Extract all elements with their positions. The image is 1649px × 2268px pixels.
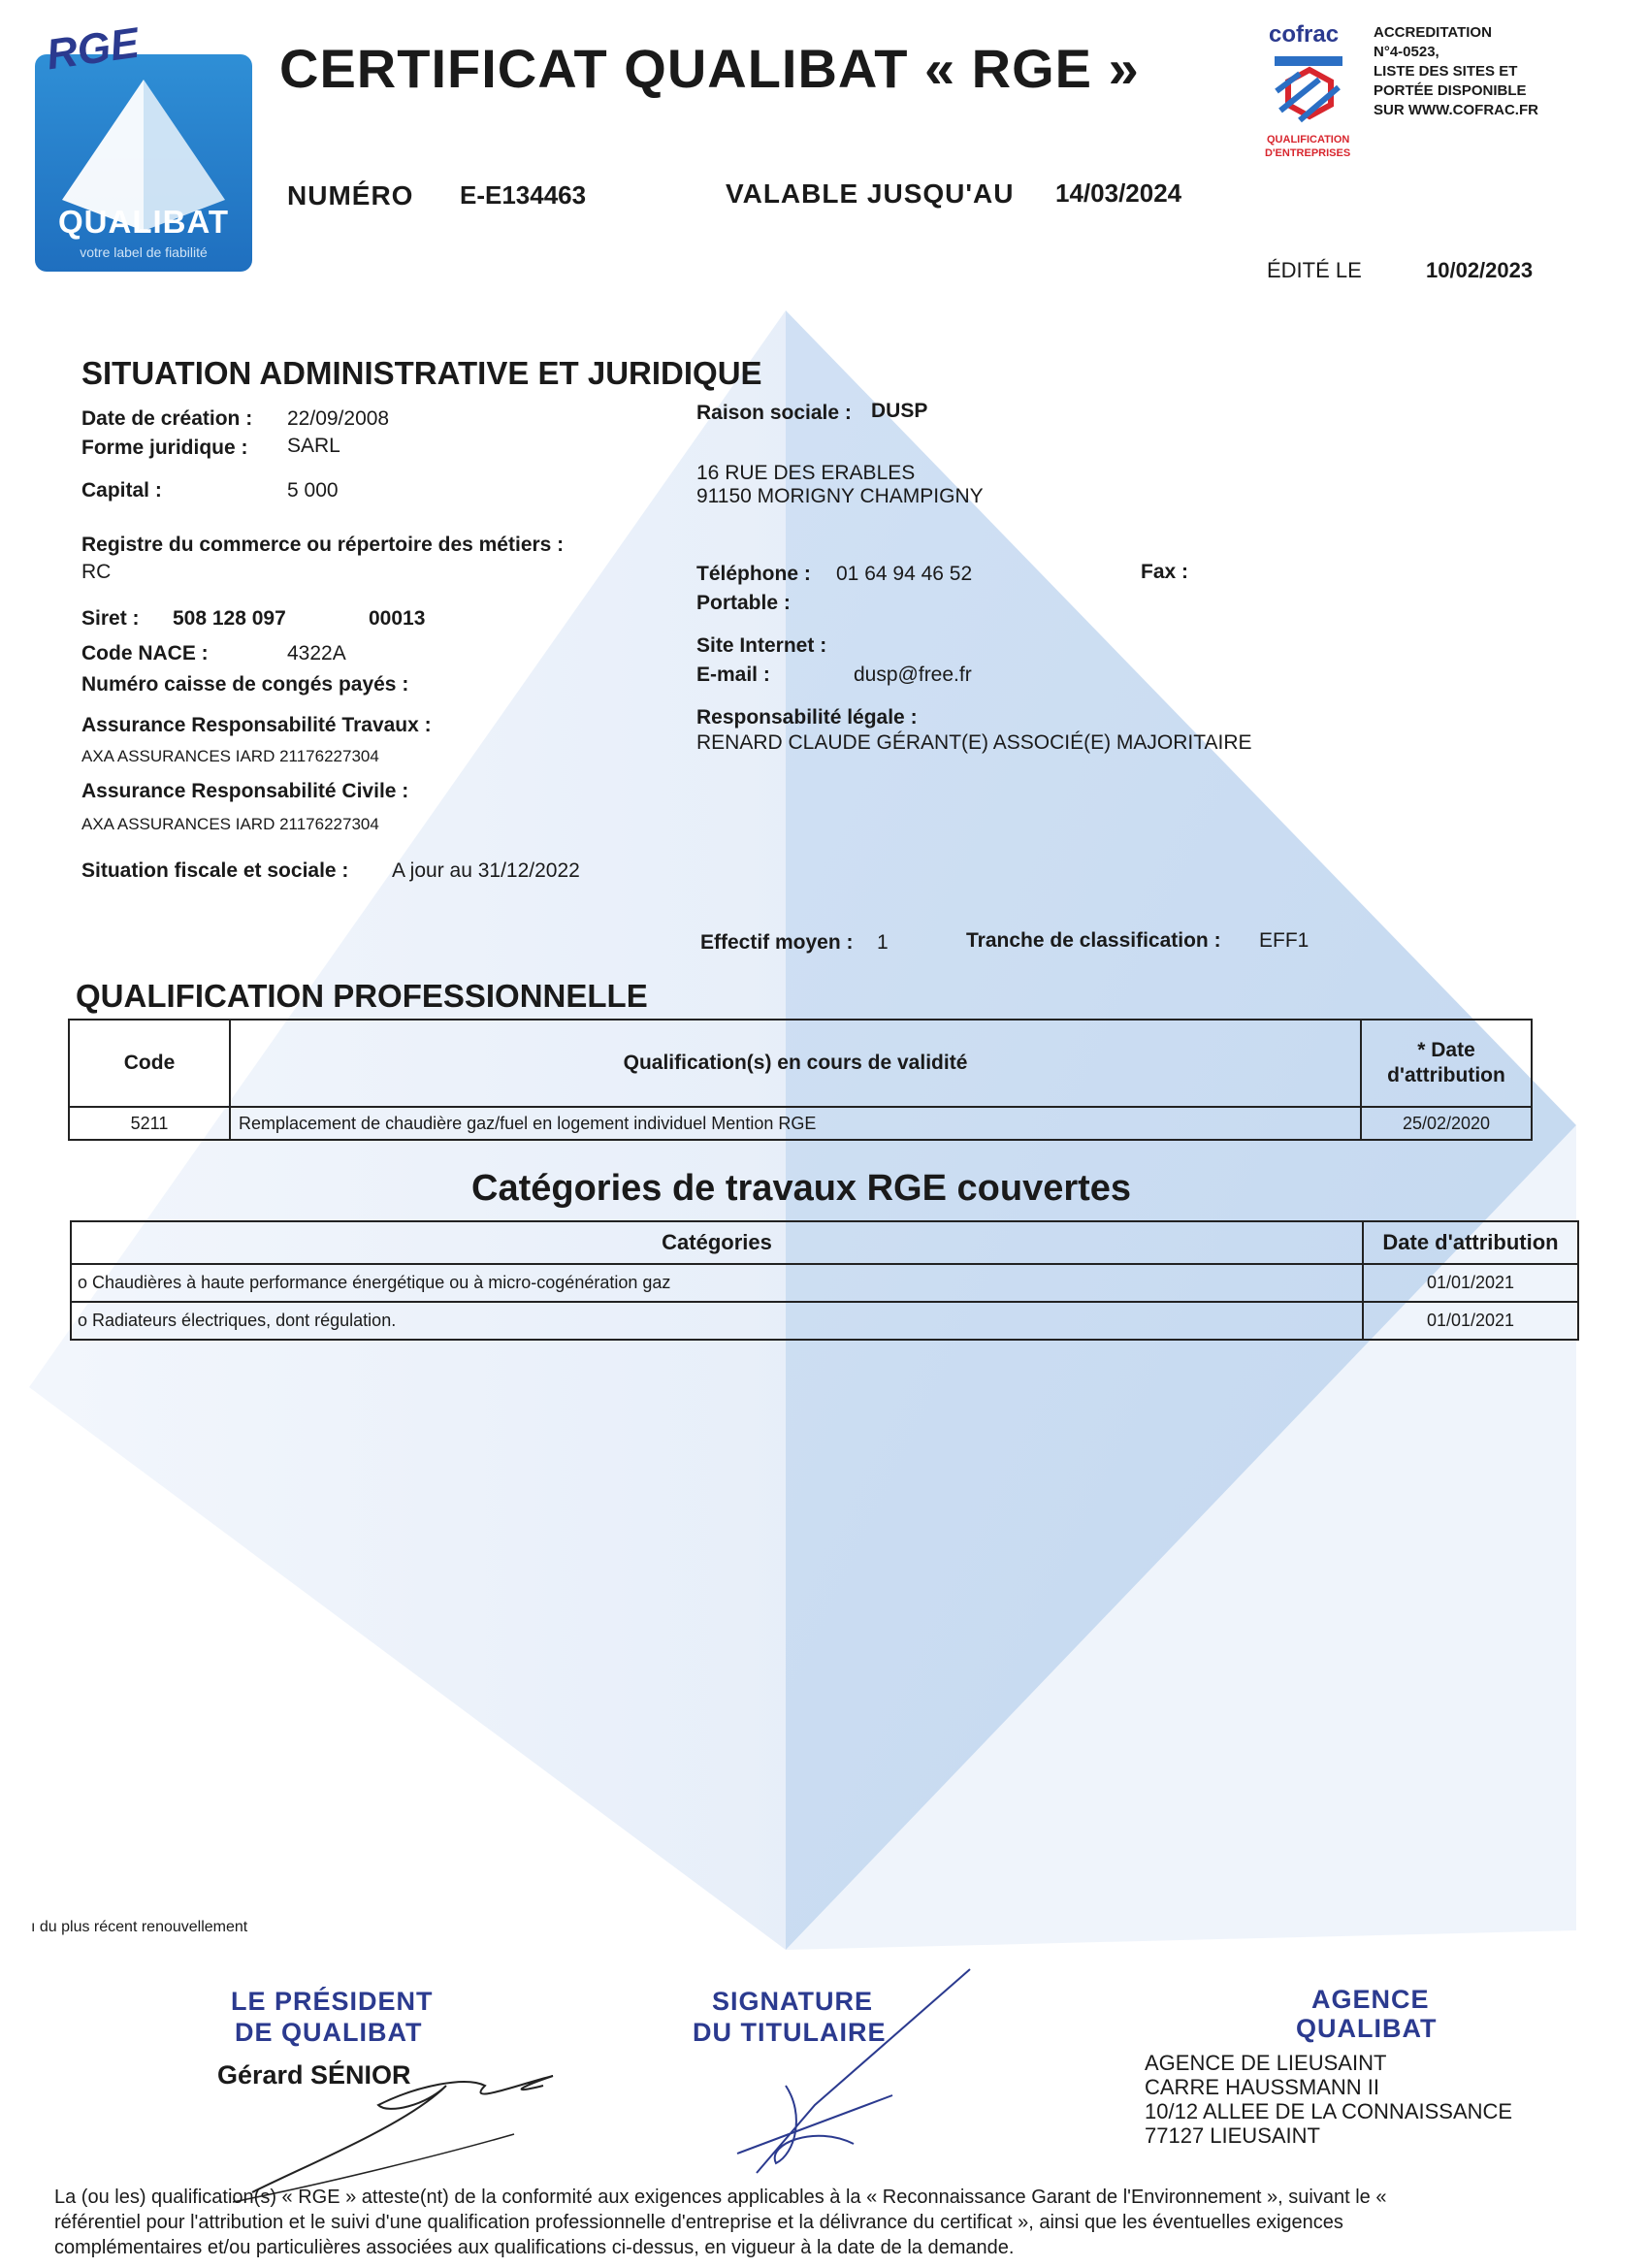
col-date-attribution: * Date d'attribution (1361, 1020, 1532, 1107)
titulaire-signature-icon (698, 1960, 989, 2212)
rge-badge: RGE (43, 18, 143, 80)
raison-value: DUSP (871, 400, 928, 422)
categories-table (70, 1220, 1579, 1341)
cofrac-emblem-icon (1271, 52, 1358, 130)
tranche-value: EFF1 (1259, 929, 1310, 952)
category-label: o Chaudières à haute performance énergétique ou à micro-cogénération gaz (71, 1264, 1363, 1302)
qualification-heading: QUALIFICATION PROFESSIONNELLE (76, 978, 648, 1014)
date-creation-value: 22/09/2008 (287, 407, 390, 430)
nace-label: Code NACE : (81, 642, 209, 664)
email-value: dusp@free.fr (854, 664, 972, 686)
qualif-label: Remplacement de chaudière gaz/fuel en logement individuel Mention RGE (230, 1107, 1361, 1140)
address-line-2: 91150 MORIGNY CHAMPIGNY (696, 485, 984, 507)
titulaire-title-2: DU TITULAIRE (693, 2018, 887, 2047)
valable-value: 14/03/2024 (1055, 178, 1182, 208)
telephone-value: 01 64 94 46 52 (836, 563, 973, 585)
disclaimer-line-1: La (ou les) qualification(s) « RGE » atteste(nt) de la conformité aux exigences applicables à la « Reconnaissance Garant de l'Environnement », suivant le « (54, 2187, 1387, 2208)
table-row (71, 1302, 1578, 1340)
footnote: ı du plus récent renouvellement (31, 1919, 248, 1935)
table-row (69, 1107, 1532, 1140)
agence-title-2: QUALIBAT (1296, 2014, 1438, 2043)
category-date: 01/01/2021 (1363, 1302, 1578, 1340)
numero-label: NUMÉRO (287, 180, 414, 211)
assur-civile-label: Assurance Responsabilité Civile : (81, 780, 409, 802)
col-qualification: Qualification(s) en cours de validité (230, 1020, 1361, 1107)
siret-label: Siret : (81, 607, 140, 630)
email-label: E-mail : (696, 664, 770, 686)
cofrac-sub-1: QUALIFICATION (1267, 134, 1350, 146)
certificate-title: CERTIFICAT QUALIBAT « RGE » (279, 38, 1140, 99)
raison-label: Raison sociale : (696, 402, 852, 424)
assur-civile-value: AXA ASSURANCES IARD 21176227304 (81, 815, 379, 833)
registre-value: RC (81, 561, 112, 583)
tranche-label: Tranche de classification : (966, 929, 1221, 952)
effectif-label: Effectif moyen : (700, 931, 854, 954)
situation-heading: SITUATION ADMINISTRATIVE ET JURIDIQUE (81, 355, 762, 391)
qualif-date: 25/02/2020 (1361, 1107, 1532, 1140)
cofrac-logo (1263, 21, 1360, 167)
qualif-code: 5211 (69, 1107, 230, 1140)
president-title-2: DE QUALIBAT (235, 2018, 423, 2047)
valable-label: VALABLE JUSQU'AU (726, 178, 1015, 209)
qualification-table (68, 1019, 1533, 1141)
assur-travaux-value: AXA ASSURANCES IARD 21176227304 (81, 747, 379, 765)
categories-heading: Catégories de travaux RGE couvertes (471, 1168, 1132, 1209)
qualibat-brand: QUALIBAT (57, 204, 230, 240)
capital-value: 5 000 (287, 479, 339, 502)
disclaimer-line-2: référentiel pour l'attribution et le suivi d'une qualification professionnelle d'entreprise et la délivrance du certificat », ainsi que les éventuelles exigences (54, 2212, 1343, 2233)
fiscale-value: A jour au 31/12/2022 (392, 859, 580, 882)
responsabilite-label: Responsabilité légale : (696, 706, 918, 729)
siret-value-2: 00013 (369, 607, 426, 630)
date-creation-label: Date de création : (81, 407, 253, 430)
edite-label: ÉDITÉ LE (1267, 258, 1362, 282)
address-line-1: 16 RUE DES ERABLES (696, 462, 916, 484)
category-label: o Radiateurs électriques, dont régulation. (71, 1302, 1363, 1340)
col-categories: Catégories (71, 1221, 1363, 1264)
caisse-label: Numéro caisse de congés payés : (81, 673, 409, 696)
telephone-label: Téléphone : (696, 563, 811, 585)
disclaimer-line-3: complémentaires et/ou particulières associées aux qualifications ci-dessus, en vigueur à la date de la demande. (54, 2237, 1015, 2258)
category-date: 01/01/2021 (1363, 1264, 1578, 1302)
portable-label: Portable : (696, 592, 791, 614)
capital-label: Capital : (81, 479, 162, 502)
forme-label: Forme juridique : (81, 437, 248, 459)
site-label: Site Internet : (696, 634, 827, 657)
qualibat-logo (35, 54, 252, 272)
col-code: Code (69, 1020, 230, 1107)
cofrac-name: cofrac (1269, 21, 1340, 48)
assur-travaux-label: Assurance Responsabilité Travaux : (81, 714, 432, 736)
disclaimer (54, 2185, 1606, 2258)
qualibat-tagline: votre label de fiabilité (80, 244, 208, 260)
nace-value: 4322A (287, 642, 346, 664)
president-name: Gérard SÉNIOR (217, 2060, 411, 2090)
agence-address: AGENCE DE LIEUSAINT CARRE HAUSSMANN II 10/12 ALLEE DE LA CONNAISSANCE 77127 LIEUSAINT (1145, 2051, 1513, 2148)
col-categories-date: Date d'attribution (1363, 1221, 1578, 1264)
titulaire-title-1: SIGNATURE (712, 1987, 874, 2016)
registre-label: Registre du commerce ou répertoire des métiers : (81, 534, 565, 556)
agence-title-1: AGENCE (1311, 1985, 1430, 2014)
siret-value-1: 508 128 097 (173, 607, 286, 630)
cofrac-sub-2: D'ENTREPRISES (1265, 147, 1351, 159)
responsabilite-value: RENARD CLAUDE GÉRANT(E) ASSOCIÉ(E) MAJORITAIRE (696, 731, 1252, 754)
fax-label: Fax : (1141, 561, 1189, 583)
accreditation-text: ACCREDITATION N°4-0523, LISTE DES SITES ET PORTÉE DISPONIBLE SUR WWW.COFRAC.FR (1374, 24, 1538, 118)
president-title-1: LE PRÉSIDENT (231, 1987, 434, 2016)
effectif-value: 1 (877, 931, 889, 954)
table-row (71, 1264, 1578, 1302)
numero-value: E-E134463 (460, 180, 587, 210)
forme-value: SARL (287, 435, 340, 457)
fiscale-label: Situation fiscale et sociale : (81, 859, 349, 882)
edite-value: 10/02/2023 (1426, 258, 1534, 282)
